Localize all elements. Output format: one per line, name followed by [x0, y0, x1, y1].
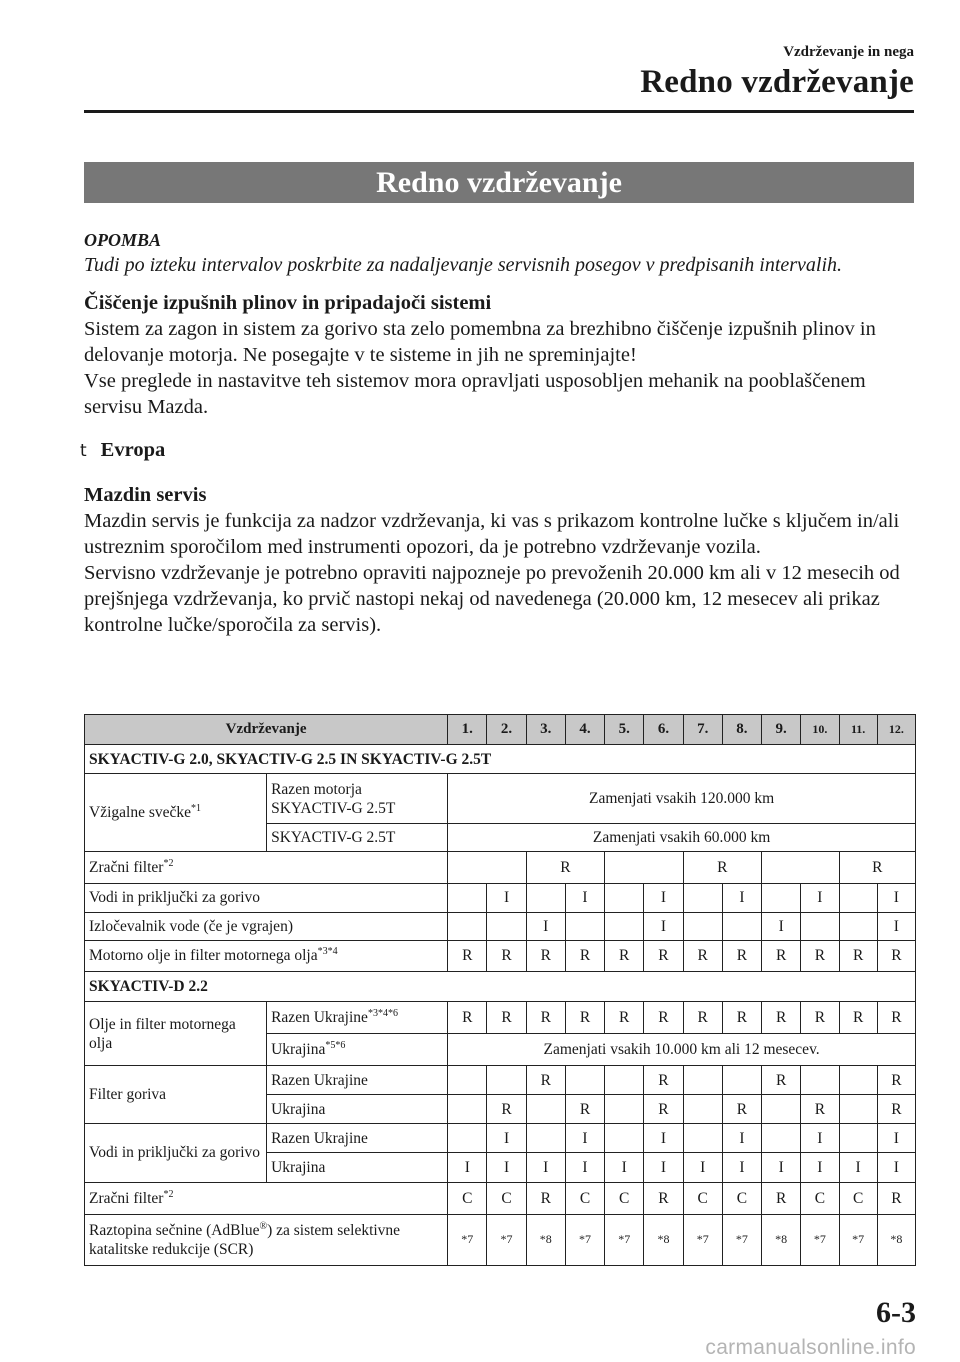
emissions-paragraph-1: Sistem za zagon in sistem za gorivo sta zelo pomembna za brezhibno čiščenje izpušnih plinov in delovanje motorja. Ne posegajte v te sisteme in jih ne spreminjajte! [84, 318, 876, 366]
cell: I [448, 1153, 487, 1182]
cell: C [605, 1182, 644, 1214]
cell [683, 912, 722, 940]
cell: *7 [839, 1214, 877, 1265]
cell: I [722, 1124, 761, 1153]
cell: R [877, 1066, 915, 1095]
cell [448, 852, 526, 883]
fuel-filter-sub1-label: Razen Ukrajine [267, 1066, 448, 1095]
spark-plugs-row-1 [85, 774, 916, 824]
adblue-label: Raztopina sečnine (AdBlue®) za sistem selektivne katalitske redukcije (SCR) [85, 1214, 448, 1265]
cell: R [722, 1001, 761, 1033]
cell: R [644, 940, 683, 971]
cell [722, 1066, 761, 1095]
cell: C [683, 1182, 722, 1214]
cell [722, 912, 761, 940]
page-number: 6-3 [876, 1296, 916, 1329]
oil-label: Motorno olje in filter motornega olja$^{*3*4}$ [85, 940, 448, 971]
cell [605, 1124, 644, 1153]
note-heading: OPOMBA [84, 230, 162, 250]
diesel-group-row [85, 971, 916, 1001]
header-title: Redno vzdrževanje [640, 64, 914, 100]
cell [605, 1095, 644, 1124]
emissions-paragraph-2: Vse preglede in nastavitve teh sistemov mora opravljati usposobljen mehanik na pooblaščenem servisu Mazda. [84, 370, 866, 418]
cell: I [487, 1153, 526, 1182]
cell [487, 912, 526, 940]
diesel-oil-sub2-label: Ukrajina$^{*5*6}$ [267, 1034, 448, 1066]
cell: I [644, 912, 683, 940]
cell: *7 [487, 1214, 526, 1265]
maintenance-table [84, 714, 916, 1266]
cell [448, 912, 487, 940]
diesel-oil-sub2-value: Zamenjati vsakih 10.000 km ali 12 mesecev. [448, 1034, 916, 1066]
cell: I [526, 912, 565, 940]
cell: I [877, 883, 915, 912]
diesel-oil-label: Olje in filter motornega olja [85, 1001, 267, 1065]
cell: I [565, 1153, 604, 1182]
cell: *7 [801, 1214, 839, 1265]
cell: C [722, 1182, 761, 1214]
cell: R [683, 1001, 722, 1033]
cell: *8 [644, 1214, 683, 1265]
cell [762, 883, 801, 912]
cell: R [839, 940, 877, 971]
cell: R [877, 1001, 915, 1033]
cell [683, 1124, 722, 1153]
interval-11: 11. [839, 715, 877, 745]
cell [565, 912, 604, 940]
petrol-group-row [85, 745, 916, 774]
diesel-air-filter-label: Zračni filter$^{*2}$ [85, 1182, 448, 1214]
cell: I [801, 1153, 839, 1182]
cell: I [605, 1153, 644, 1182]
cell: R [526, 852, 604, 883]
cell: *8 [526, 1214, 565, 1265]
fuel-lines-label: Vodi in priključki za gorivo [85, 883, 448, 912]
cell: R [526, 1001, 565, 1033]
cell: C [487, 1182, 526, 1214]
cell [683, 883, 722, 912]
cell: *7 [448, 1214, 487, 1265]
cell: I [526, 1153, 565, 1182]
table-row [85, 912, 916, 940]
emissions-heading: Čiščenje izpušnih plinov in pripadajoči sistemi [84, 292, 492, 314]
cell: R [877, 940, 915, 971]
diesel-group-label: SKYACTIV-D 2.2 [85, 971, 916, 1001]
cell: I [722, 883, 761, 912]
cell: R [683, 852, 761, 883]
diesel-fuel-lines-sub1-label: Razen Ukrajine [267, 1124, 448, 1153]
cell: R [683, 940, 722, 971]
table-row [85, 1066, 916, 1095]
cell [526, 1095, 565, 1124]
cell: R [801, 1001, 839, 1033]
header-maintenance-label: Vzdrževanje [85, 715, 448, 745]
region-marker-icon: t [80, 441, 87, 461]
cell [605, 912, 644, 940]
cell [487, 1066, 526, 1095]
interval-4: 4. [565, 715, 604, 745]
cell: R [877, 1182, 915, 1214]
spark-plugs-label: Vžigalne svečke$^{*1}$ [85, 774, 267, 852]
watermark: carmanualsonline.info [705, 1336, 916, 1359]
petrol-group-label: SKYACTIV-G 2.0, SKYACTIV-G 2.5 IN SKYACTIV-G 2.5T [85, 745, 916, 774]
cell: R [565, 1001, 604, 1033]
cell [762, 1124, 801, 1153]
interval-10: 10. [801, 715, 839, 745]
cell: R [801, 1095, 839, 1124]
cell: R [487, 1001, 526, 1033]
interval-8: 8. [722, 715, 761, 745]
cell: I [487, 1124, 526, 1153]
interval-3: 3. [526, 715, 565, 745]
cell: C [565, 1182, 604, 1214]
cell: R [644, 1066, 683, 1095]
cell: R [801, 940, 839, 971]
cell [448, 1066, 487, 1095]
cell [801, 912, 839, 940]
cell [448, 1095, 487, 1124]
cell [683, 1095, 722, 1124]
cell [526, 883, 565, 912]
cell: I [644, 1153, 683, 1182]
cell: R [722, 940, 761, 971]
cell: I [644, 1124, 683, 1153]
cell [839, 1095, 877, 1124]
table-row [85, 1001, 916, 1033]
cell [801, 1066, 839, 1095]
spark-plugs-sub2-label: SKYACTIV-G 2.5T [267, 824, 448, 852]
header-rule [84, 110, 914, 113]
interval-12: 12. [877, 715, 915, 745]
cell [839, 1124, 877, 1153]
cell: C [801, 1182, 839, 1214]
interval-9: 9. [762, 715, 801, 745]
table-row [85, 883, 916, 912]
diesel-fuel-lines-label: Vodi in priključki za gorivo [85, 1124, 267, 1182]
table-row [85, 1214, 916, 1265]
interval-1: 1. [448, 715, 487, 745]
cell [448, 1124, 487, 1153]
cell: I [683, 1153, 722, 1182]
cell: *8 [877, 1214, 915, 1265]
air-filter-label: Zračni filter$^{*2}$ [85, 852, 448, 883]
mazda-service-paragraph-2: Servisno vzdrževanje je potrebno opraviti najpozneje po prevoženih 20.000 km ali v 12 mesecih od prejšnjega vzdrževanja, ko prvič nastopi nekaj od navedenega (20.000 km, 12 mesecev ali prikaz kontrolne lučke/sporočila za servis). [84, 562, 900, 636]
cell: I [877, 1124, 915, 1153]
diesel-oil-sub1-label: Razen Ukrajine$^{*3*4*6}$ [267, 1001, 448, 1033]
cell: *7 [722, 1214, 761, 1265]
region-label: Evropa [100, 439, 166, 461]
cell [526, 1124, 565, 1153]
cell [605, 883, 644, 912]
cell: R [448, 940, 487, 971]
cell: I [801, 1124, 839, 1153]
cell: R [565, 1095, 604, 1124]
cell [839, 912, 877, 940]
cell: I [487, 883, 526, 912]
cell: R [762, 1066, 801, 1095]
cell: R [762, 1182, 801, 1214]
table-row [85, 1182, 916, 1214]
interval-2: 2. [487, 715, 526, 745]
body-text [80, 228, 914, 638]
spark-plugs-sub1-value: Zamenjati vsakih 120.000 km [448, 774, 916, 824]
cell: R [762, 1001, 801, 1033]
spark-plugs-sub1-label: Razen motorja SKYACTIV-G 2.5T [267, 774, 448, 824]
cell [762, 1095, 801, 1124]
interval-5: 5. [605, 715, 644, 745]
cell: R [644, 1182, 683, 1214]
region-heading [80, 437, 914, 464]
cell: R [605, 940, 644, 971]
interval-7: 7. [683, 715, 722, 745]
cell: *7 [683, 1214, 722, 1265]
cell: I [565, 883, 604, 912]
cell: R [839, 852, 916, 883]
fuel-filter-sub2-label: Ukrajina [267, 1095, 448, 1124]
table-row [85, 940, 916, 971]
spark-plugs-sub2-value: Zamenjati vsakih 60.000 km [448, 824, 916, 852]
cell: R [487, 1095, 526, 1124]
cell: C [448, 1182, 487, 1214]
note-text: Tudi po izteku intervalov poskrbite za nadaljevanje servisnih posegov v predpisanih intervalih. [84, 254, 843, 276]
table-header-row [85, 715, 916, 745]
page-banner: Redno vzdrževanje [84, 162, 914, 203]
interval-6: 6. [644, 715, 683, 745]
mazda-service-heading: Mazdin servis [84, 484, 207, 506]
cell: R [487, 940, 526, 971]
cell: R [448, 1001, 487, 1033]
cell: R [565, 940, 604, 971]
cell: R [762, 940, 801, 971]
table-row [85, 852, 916, 883]
cell: I [877, 1153, 915, 1182]
cell [839, 883, 877, 912]
mazda-service-paragraph-1: Mazdin servis je funkcija za nadzor vzdrževanja, ki vas s prikazom kontrolne lučke s ključem in/ali ustreznim sporočilom med instrumenti opozori, da je potrebno vzdrževanje vozila. [84, 510, 900, 558]
fuel-filter-label: Filter goriva [85, 1066, 267, 1124]
cell: *7 [605, 1214, 644, 1265]
cell: R [605, 1001, 644, 1033]
cell: I [762, 912, 801, 940]
cell: *8 [762, 1214, 801, 1265]
cell: I [565, 1124, 604, 1153]
cell [762, 852, 839, 883]
cell [605, 852, 683, 883]
cell: I [644, 883, 683, 912]
cell: R [722, 1095, 761, 1124]
water-separator-label: Izločevalnik vode (če je vgrajen) [85, 912, 448, 940]
cell [448, 883, 487, 912]
cell [565, 1066, 604, 1095]
cell: I [801, 883, 839, 912]
cell: I [762, 1153, 801, 1182]
cell: R [526, 940, 565, 971]
cell: I [877, 912, 915, 940]
cell: R [644, 1095, 683, 1124]
header-section-label: Vzdrževanje in nega [783, 44, 914, 60]
cell: I [839, 1153, 877, 1182]
cell [605, 1066, 644, 1095]
cell: R [526, 1182, 565, 1214]
cell [839, 1066, 877, 1095]
table-row [85, 1124, 916, 1153]
cell: R [839, 1001, 877, 1033]
cell: R [877, 1095, 915, 1124]
cell: C [839, 1182, 877, 1214]
cell: R [644, 1001, 683, 1033]
cell: R [526, 1066, 565, 1095]
cell: I [722, 1153, 761, 1182]
diesel-fuel-lines-sub2-label: Ukrajina [267, 1153, 448, 1182]
cell: *7 [565, 1214, 604, 1265]
cell [683, 1066, 722, 1095]
